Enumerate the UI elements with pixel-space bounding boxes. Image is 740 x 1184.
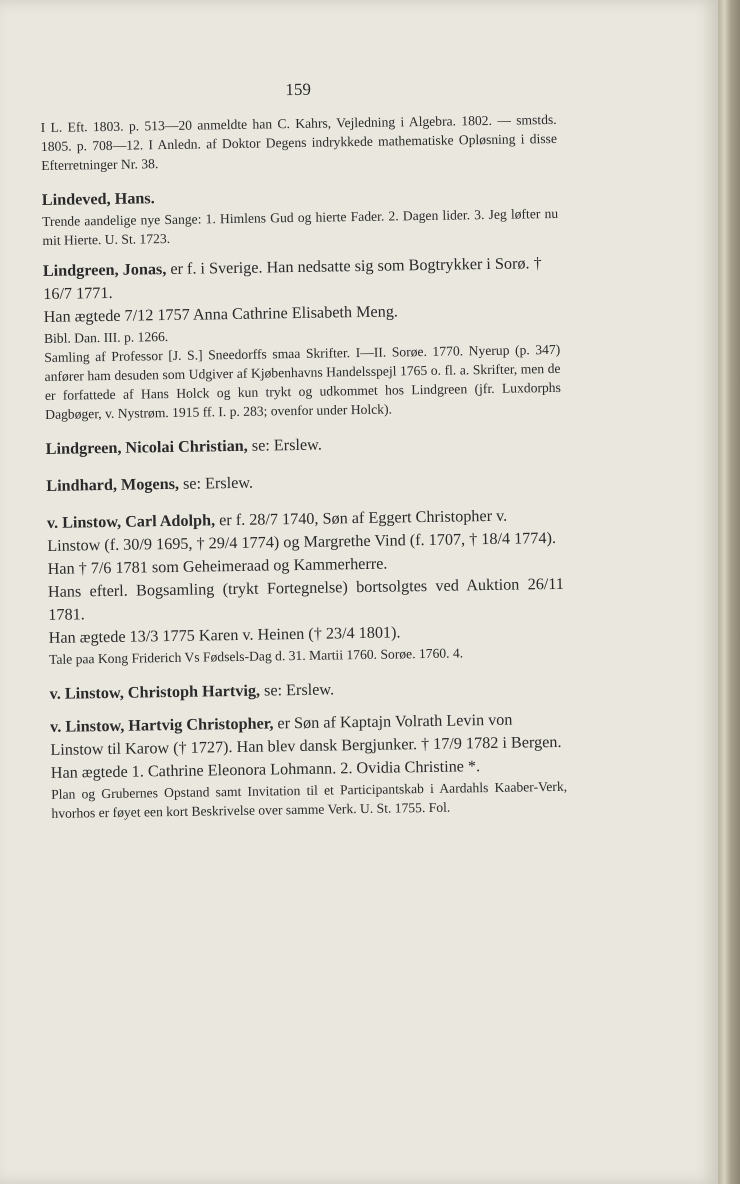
page-number: 159 xyxy=(285,79,312,100)
entry-linstow-hartvig-works: Plan og Grubernes Opstand samt Invitation til et Participantskab i Aardahls Kaaber-Verk, hvorhos er føyet een kort Beskrivelse over samme Verk. U. St. 1755. Fol. xyxy=(51,778,568,821)
entry-linstow-hartvig xyxy=(50,708,567,762)
entry-linstow-carl-marriage: Han ægtede 13/3 1775 Karen v. Heinen († 23/4 1801). xyxy=(48,623,401,647)
entry-note-kahrs: I L. Eft. 1803. p. 513—20 anmeldte han C. Kahrs, Vejledning i Algebra. 1802. — smstds. 1805. p. 708—12. I Anledn. af Doktor Degens indrykkede mathematiske Opløsning i disse Efterretninger Nr. 38. xyxy=(40,111,558,173)
entry-heading: Lindgreen, Jonas, xyxy=(42,260,167,280)
entry-lindgreen-bibl: Bibl. Dan. III. p. 1266. xyxy=(43,329,169,346)
entry-lindgreen-works: Samling af Professor [J. S.] Sneedorffs smaa Skrifter. I—II. Sorøe. 1770. Nyerup (p. 347) anfører ham desuden som Udgiver af Kjøbenhavns Handelsspejl 1765 o. fl. a. Skrifter, men de er forfattede af Hans Holck og kun trykt og udkommet hos Lindgreen (jfr. Luxdorphs Dagbøger, v. Nystrøm. 1915 ff. I. p. 283; ovenfor under Holck). xyxy=(44,341,561,422)
entry-lindeved-works: Trende aandelige nye Sange: 1. Himlens Gud og hierte Fader. 2. Dagen lider. 3. Jeg løfter nu mit Hierte. U. St. 1723. xyxy=(42,205,559,248)
entry-heading: Lindhard, Mogens, xyxy=(46,474,180,495)
entry-body: er Søn af Kaptajn Volrath Levin von Linstow til Karow († 1727). Han blev dansk Bergjunker. † 17/9 1782 i Bergen. xyxy=(50,710,562,759)
entry-linstow-carl-works: Tale paa Kong Friderich Vs Fødsels-Dag d. 31. Martii 1760. Sorøe. 1760. 4. xyxy=(48,645,464,667)
entry-body: se: Erslew. xyxy=(178,473,254,493)
entry-linstow-carl xyxy=(47,504,564,581)
entry-body: se: Erslew. xyxy=(259,680,335,700)
entry-lindgreen-marriage: Han ægtede 7/12 1757 Anna Cathrine Elisabeth Meng. xyxy=(43,302,399,326)
entry-lindhard xyxy=(46,467,562,498)
entry-body: er f. 28/7 1740, Søn af Eggert Christopher v. Linstow (f. 30/9 1695, † 29/4 1774) og Margrethe Vind (f. 1707, † 18/4 1774). Han † 7/6 1781 som Geheimeraad og Kammerherre. xyxy=(47,506,557,578)
entry-linstow-carl-library: Hans efterl. Bogsamling (trykt Fortegnelse) bortsolgtes ved Auktion 26/11 1781. xyxy=(47,574,565,624)
page-edge xyxy=(718,0,740,1184)
entry-body: se: Erslew. xyxy=(247,435,322,455)
page-text xyxy=(40,76,568,823)
entry-lindgreen-jonas xyxy=(43,252,560,306)
entry-heading: v. Linstow, Hartvig Christopher, xyxy=(49,714,274,736)
entry-linstow-hartvig-marriage: Han ægtede 1. Cathrine Eleonora Lohmann. 2. Ovidia Christine *. xyxy=(50,757,481,782)
entry-heading: Lindeved, Hans. xyxy=(41,189,155,209)
entry-linstow-christoph xyxy=(49,675,565,706)
entry-heading: v. Linstow, Christoph Hartvig, xyxy=(49,681,261,703)
entry-lindgreen-nicolai xyxy=(46,430,562,461)
entry-heading: v. Linstow, Carl Adolph, xyxy=(46,511,216,532)
entry-body: er f. i Sverige. Han nedsatte sig som Bogtrykker i Sorø. † 16/7 1771. xyxy=(43,254,542,303)
entry-heading: Lindgreen, Nicolai Christian, xyxy=(45,436,248,458)
